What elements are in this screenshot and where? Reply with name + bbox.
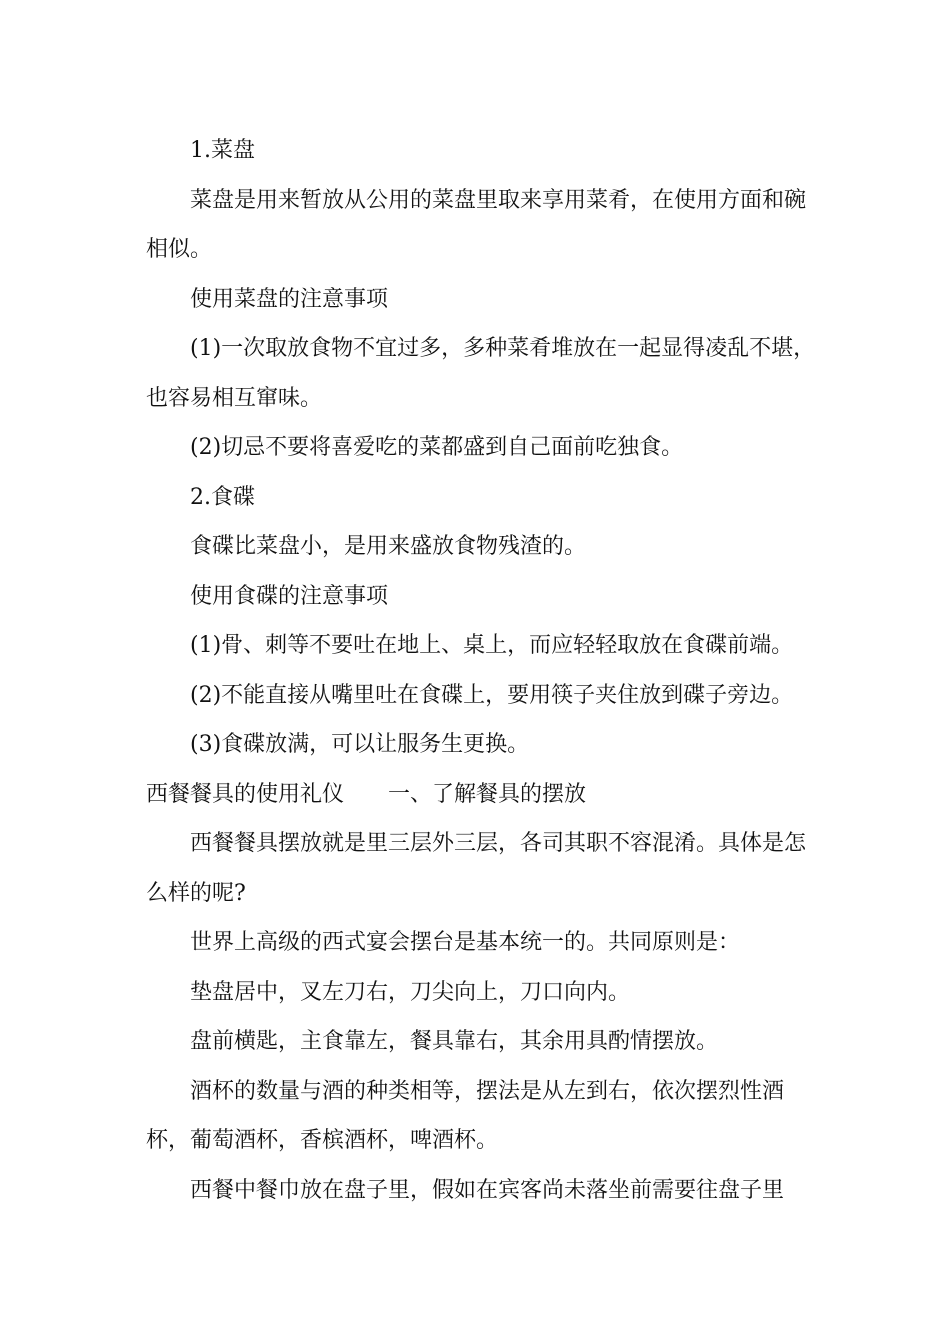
- document-page: [146, 126, 826, 1215]
- section-heading-cai-pan: 1.菜盘: [190, 138, 255, 163]
- paragraph: 西餐餐具摆放就是里三层外三层，各司其职不容混淆。具体是怎么样的呢?: [146, 831, 807, 906]
- paragraph: 酒杯的数量与酒的种类相等，摆法是从左到右，依次摆烈性酒杯，葡萄酒杯，香槟酒杯，啤酒杯。: [146, 1078, 785, 1153]
- section-heading-shi-die: 2.食碟: [190, 484, 255, 510]
- list-item: (3)食碟放满，可以让服务生更换。: [190, 732, 530, 757]
- paragraph: 垫盘居中，叉左刀右，刀尖向上，刀口向内。: [190, 979, 631, 1005]
- paragraph: 食碟比菜盘小，是用来盛放食物残渣的。: [190, 534, 587, 559]
- list-item: (2)切忌不要将喜爱吃的菜都盛到自己面前吃独食。: [190, 435, 684, 460]
- paragraph: 西餐中餐巾放在盘子里，假如在宾客尚未落坐前需要往盘子里: [190, 1177, 785, 1203]
- list-item: (2)不能直接从嘴里吐在食碟上，要用筷子夹住放到碟子旁边。: [190, 682, 794, 708]
- section-heading-western-tableware: 西餐餐具的使用礼仪 一、了解餐具的摆放: [146, 781, 587, 807]
- subheading-cai-pan-notes: 使用菜盘的注意事项: [190, 286, 389, 312]
- paragraph: 菜盘是用来暂放从公用的菜盘里取来享用菜肴，在使用方面和碗相似。: [146, 187, 807, 262]
- paragraph: 世界上高级的西式宴会摆台是基本统一的。共同原则是：: [190, 930, 741, 955]
- list-item: (1)骨、刺等不要吐在地上、桌上，而应轻轻取放在食碟前端。: [190, 633, 794, 658]
- list-item: (1)一次取放食物不宜过多，多种菜肴堆放在一起显得凌乱不堪，也容易相互窜味。: [146, 336, 816, 411]
- paragraph: 盘前横匙，主食靠左，餐具靠右，其余用具酌情摆放。: [190, 1029, 719, 1054]
- subheading-shi-die-notes: 使用食碟的注意事项: [190, 583, 389, 609]
